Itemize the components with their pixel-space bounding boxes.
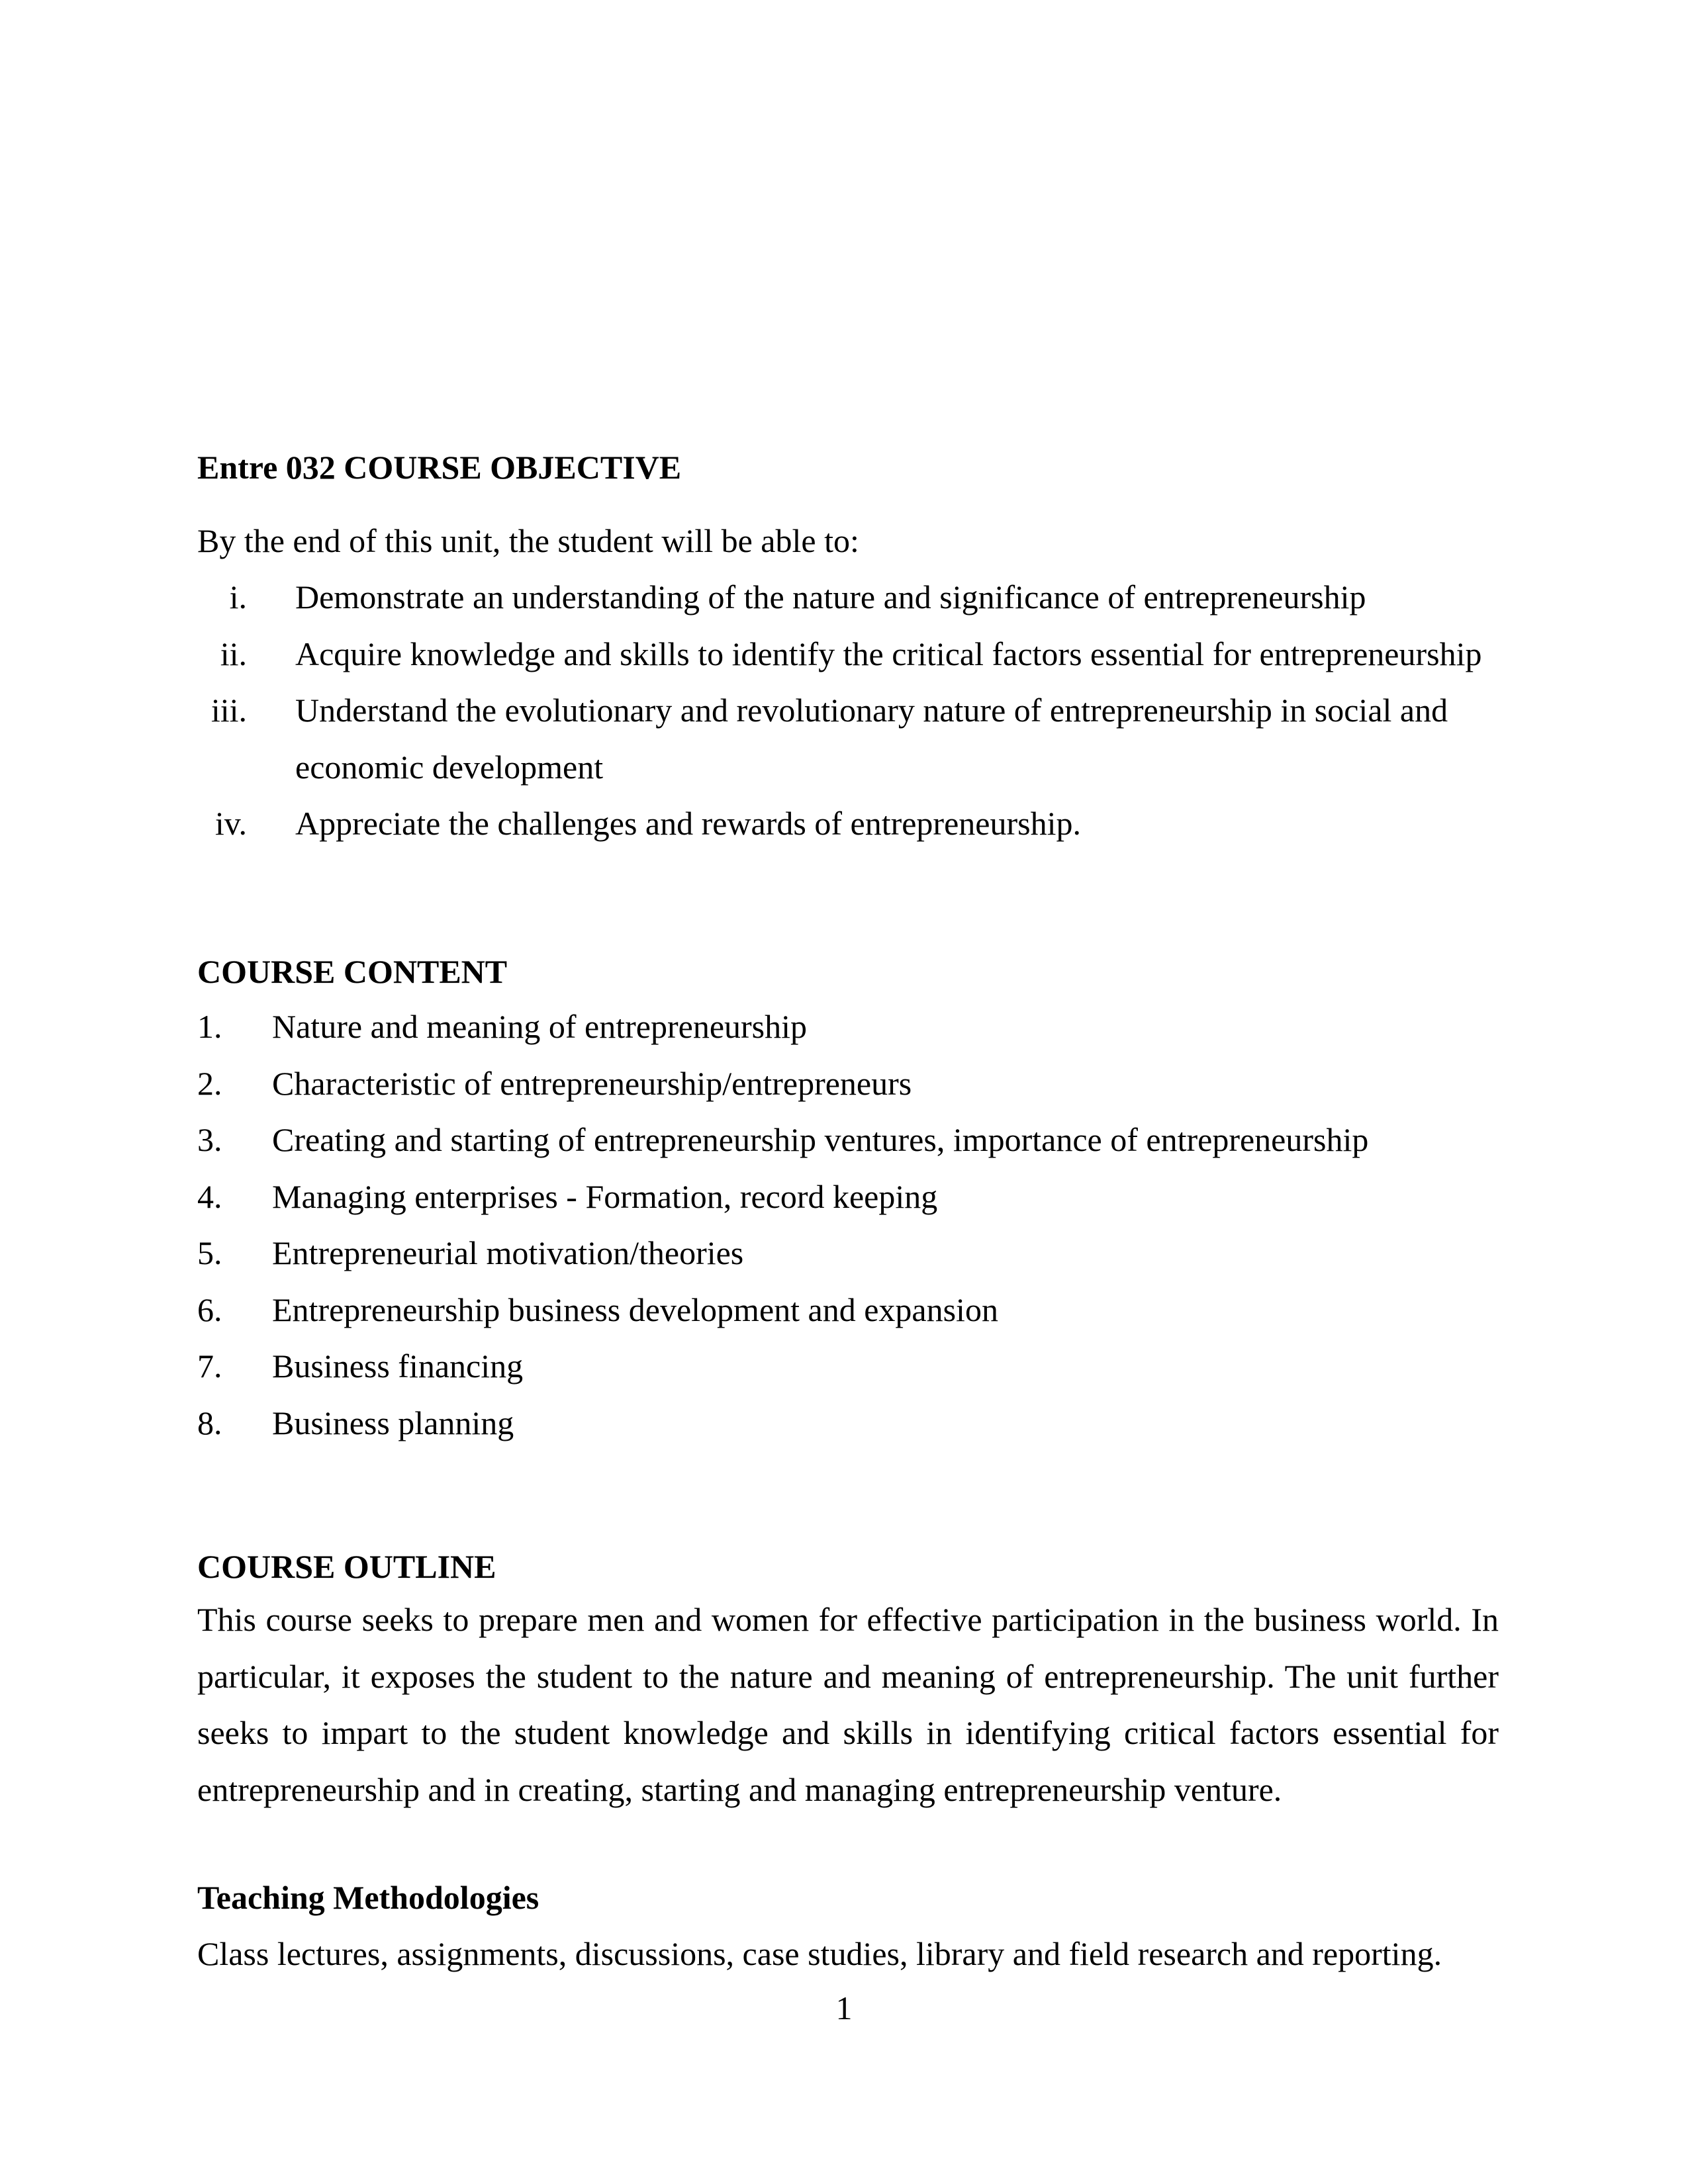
objective-item	[197, 682, 1499, 739]
teaching-methodologies-text: Class lectures, assignments, discussions, case studies, library and field research and reporting.	[197, 1935, 1442, 1972]
objective-number: ii.	[220, 635, 247, 672]
objective-item	[197, 626, 1499, 683]
content-text: Business financing	[272, 1347, 524, 1385]
objective-text: Demonstrate an understanding of the nature and significance of entrepreneurship	[295, 578, 1366, 615]
content-number: 2.	[197, 1064, 222, 1102]
content-number: 6.	[197, 1291, 222, 1328]
content-item	[197, 1395, 1499, 1452]
objective-item	[197, 569, 1499, 626]
content-item	[197, 1112, 1499, 1169]
objectives-intro: By the end of this unit, the student will be able to:	[197, 522, 859, 559]
objectives-list	[197, 569, 1499, 852]
content-item	[197, 999, 1499, 1056]
objective-item-continuation	[197, 739, 1499, 796]
content-item	[197, 1056, 1499, 1113]
content-text: Characteristic of entrepreneurship/entrepreneurs	[272, 1064, 912, 1102]
outline-line: entrepreneurship and in creating, starting and managing entrepreneurship venture.	[197, 1770, 1282, 1808]
content-text: Business planning	[272, 1404, 514, 1441]
objective-text: Appreciate the challenges and rewards of entrepreneurship.	[295, 805, 1081, 842]
content-number: 4.	[197, 1177, 222, 1215]
objective-text-continuation: economic development	[295, 748, 604, 786]
content-number: 8.	[197, 1404, 222, 1441]
outline-line: This course seeks to prepare men and women for effective participation in the business world. In	[197, 1601, 1499, 1638]
content-number: 1.	[197, 1008, 222, 1045]
course-content-heading: COURSE CONTENT	[197, 953, 508, 990]
objective-text: Acquire knowledge and skills to identify the critical factors essential for entrepreneurship	[295, 635, 1482, 672]
content-text: Creating and starting of entrepreneurship ventures, importance of entrepreneurship	[272, 1121, 1369, 1158]
content-item	[197, 1169, 1499, 1226]
content-text: Managing enterprises - Formation, record keeping	[272, 1177, 938, 1215]
content-number: 3.	[197, 1121, 222, 1158]
content-text: Nature and meaning of entrepreneurship	[272, 1008, 808, 1045]
teaching-methodologies-heading: Teaching Methodologies	[197, 1879, 539, 1916]
content-text: Entrepreneurial motivation/theories	[272, 1234, 744, 1271]
content-number: 5.	[197, 1234, 222, 1271]
outline-line: seeks to impart to the student knowledge and skills in identifying critical factors essential for	[197, 1714, 1499, 1751]
content-item	[197, 1282, 1499, 1339]
objective-number: iv.	[214, 805, 247, 842]
objective-text: Understand the evolutionary and revolutionary nature of entrepreneurship in social and	[295, 692, 1448, 729]
page-number: 1	[835, 1989, 853, 2026]
objective-number: iii.	[211, 692, 247, 729]
objective-item	[197, 796, 1499, 852]
objective-number: i.	[229, 578, 247, 615]
course-outline-paragraph	[197, 1592, 1499, 1818]
course-content-list	[197, 999, 1499, 1451]
course-objective-heading: Entre 032 COURSE OBJECTIVE	[197, 449, 682, 486]
course-outline-heading: COURSE OUTLINE	[197, 1548, 496, 1585]
content-item	[197, 1225, 1499, 1282]
content-item	[197, 1338, 1499, 1395]
content-number: 7.	[197, 1347, 222, 1385]
content-text: Entrepreneurship business development and expansion	[272, 1291, 998, 1328]
outline-line: particular, it exposes the student to the nature and meaning of entrepreneurship. The unit further	[197, 1657, 1499, 1695]
